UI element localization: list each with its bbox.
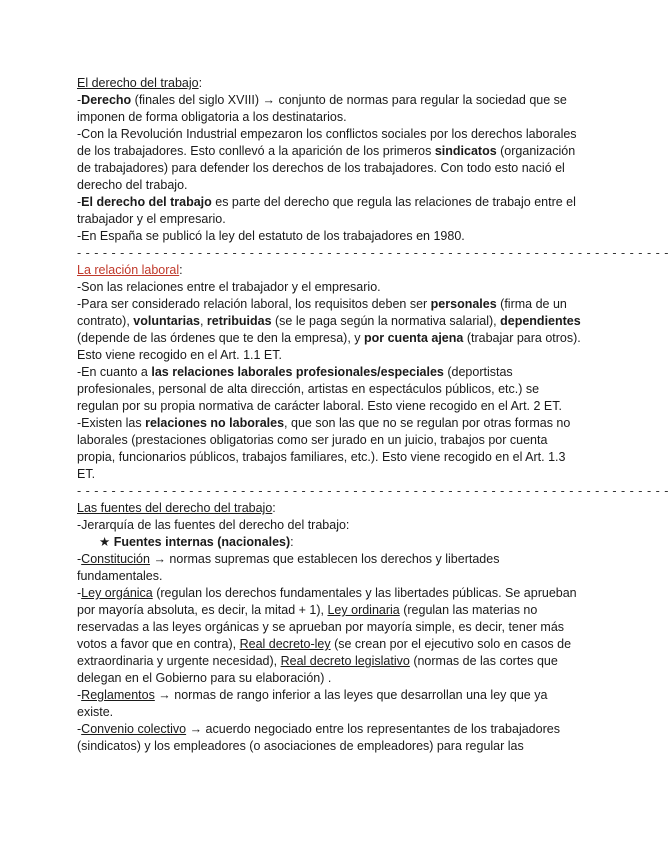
bullet-item: ★ Fuentes internas (nacionales):	[99, 535, 294, 549]
dashed-separator: - - - - - - - - - - - - - - - - - - - - - - - - - - - - - - - - - - - - - - - - - - - - - - - - - - - - - - - - - - - - - - - - - - - - -	[77, 246, 669, 260]
dashed-separator: - - - - - - - - - - - - - - - - - - - - - - - - - - - - - - - - - - - - - - - - - - - - - - - - - - - - - - - - - - - - - - - - - - - - -	[77, 484, 669, 498]
section-heading-derecho-trabajo: El derecho del trabajo:	[77, 76, 203, 90]
section-heading-fuentes: Las fuentes del derecho del trabajo:	[77, 501, 276, 515]
star-icon: ★	[99, 535, 111, 549]
paragraph: -Derecho (finales del siglo XVIII) → conjunto de normas para regular la sociedad que se imponen de forma obligatoria a los destinatarios.	[77, 93, 567, 124]
document-page	[77, 75, 669, 755]
paragraph: -Constitución → normas supremas que establecen los derechos y libertades fundamentales.	[77, 552, 500, 583]
paragraph: -Con la Revolución Industrial empezaron los conflictos sociales por los derechos laborales de los trabajadores. Esto conllevó a la aparición de los primeros sindicatos (organización de trabajadores) para defender los derechos de los trabajadores. Con todo esto nació el derecho del trabajo.	[77, 127, 577, 192]
paragraph: -En España se publicó la ley del estatuto de los trabajadores en 1980.	[77, 229, 465, 243]
paragraph: -Existen las relaciones no laborales, que son las que no se regulan por otras formas no laborales (prestaciones obligatorias como ser jurado en un juicio, trabajos por cuenta propia, funcionarios públicos, trabajos familiares, etc.). Esto viene recogido en el Art. 1.3 ET.	[77, 416, 571, 481]
paragraph: -Reglamentos → normas de rango inferior a las leyes que desarrollan una ley que ya existe.	[77, 688, 548, 719]
paragraph: -Convenio colectivo → acuerdo negociado entre los representantes de los trabajadores (sindicatos) y los empleadores (o asociaciones de empleadores) para regular las	[77, 722, 560, 753]
paragraph: -Son las relaciones entre el trabajador y el empresario.	[77, 280, 381, 294]
paragraph: -En cuanto a las relaciones laborales profesionales/especiales (deportistas profesionales, personal de alta dirección, artistas en espectáculos públicos, etc.) se regulan por su propia normativa de carácter laboral. Esto viene recogido en el Art. 2 ET.	[77, 365, 562, 413]
section-heading-relacion-laboral: La relación laboral:	[77, 263, 183, 277]
paragraph: -Para ser considerado relación laboral, los requisitos deben ser personales (firma de un contrato), voluntarias, retribuidas (se le paga según la normativa salarial), dependientes (depende de las órdenes que te den la empresa), y por cuenta ajena (trabajar para otros). Esto viene recogido en el Art. 1.1 ET.	[77, 297, 581, 362]
paragraph: -Jerarquía de las fuentes del derecho del trabajo:	[77, 518, 350, 532]
paragraph: -Ley orgánica (regulan los derechos fundamentales y las libertades públicas. Se aprueban por mayoría absoluta, es decir, la mitad + 1), Ley ordinaria (regulan las materias no reservadas a las leyes orgánicas y se aprueban por mayoría simple, es decir, tener más votos a favor que en contra), Real decreto-ley (se crean por el ejecutivo solo en casos de extraordinaria y urgente necesidad), Real decreto legislativo (normas de las cortes que delegan en el Gobierno para su elaboración) .	[77, 586, 577, 685]
paragraph: -El derecho del trabajo es parte del derecho que regula las relaciones de trabajo entre el trabajador y el empresario.	[77, 195, 576, 226]
